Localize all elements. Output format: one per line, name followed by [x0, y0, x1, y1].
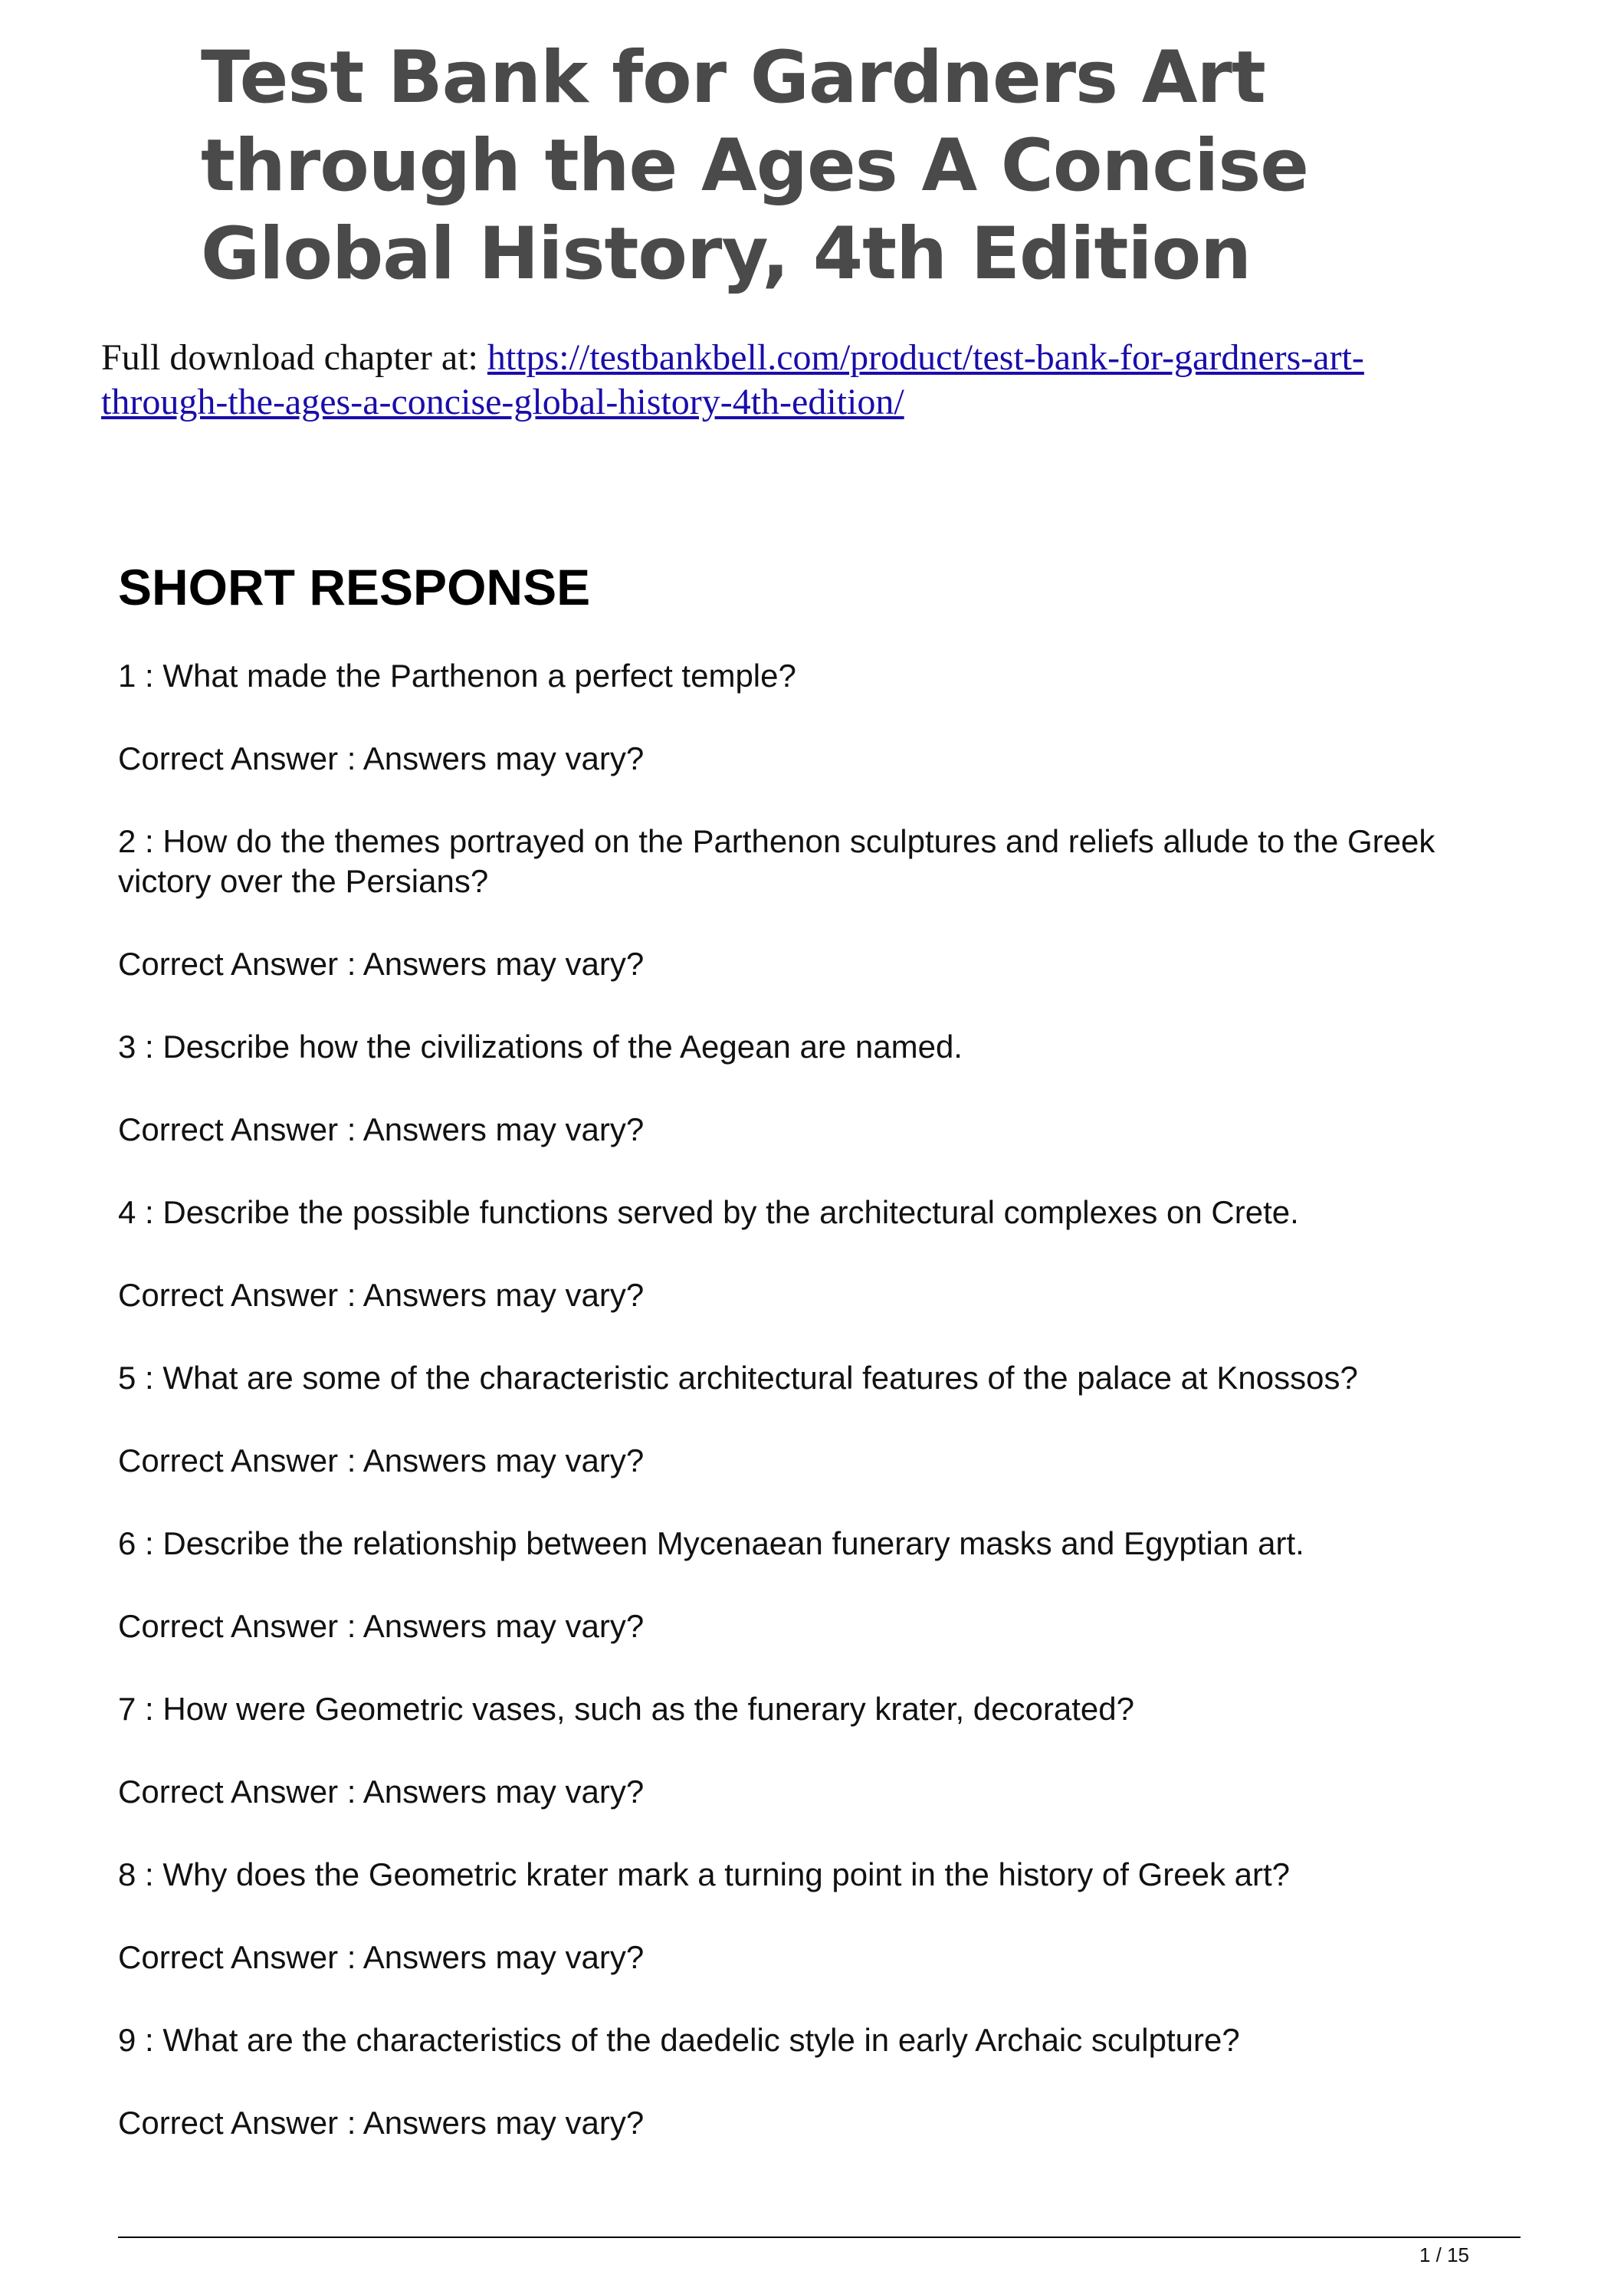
question-item [118, 1855, 1498, 1977]
download-link[interactable]: https://testbankbell.com/product/test-bank-for-gardners-art-through-the-ages-a-concise-global-history-4th-edition/ [101, 337, 1364, 422]
answer-text: Correct Answer : Answers may vary? [118, 1939, 645, 1975]
download-prefix: Full download chapter at: [101, 337, 487, 378]
question-item [118, 822, 1498, 984]
question-list [118, 656, 1498, 2186]
question-item [118, 2020, 1498, 2143]
answer-text: Correct Answer : Answers may vary? [118, 946, 645, 982]
answer-text: Correct Answer : Answers may vary? [118, 1111, 645, 1147]
section-heading: SHORT RESPONSE [118, 559, 591, 615]
question-item [118, 1689, 1498, 1812]
question-text: 1 : What made the Parthenon a perfect temple? [118, 658, 796, 694]
answer-text: Correct Answer : Answers may vary? [118, 2105, 645, 2141]
answer-text: Correct Answer : Answers may vary? [118, 1277, 645, 1313]
answer-text: Correct Answer : Answers may vary? [118, 1442, 645, 1478]
question-item [118, 1193, 1498, 1315]
question-text: 8 : Why does the Geometric krater mark a turning point in the history of Greek art? [118, 1856, 1291, 1892]
answer-text: Correct Answer : Answers may vary? [118, 1774, 645, 1810]
answer-text: Correct Answer : Answers may vary? [118, 1608, 645, 1644]
document-title: Test Bank for Gardners Art through the Ages A Concise Global History, 4th Edition [201, 36, 1309, 296]
question-text: 6 : Describe the relationship between Mycenaean funerary masks and Egyptian art. [118, 1525, 1304, 1561]
question-item [118, 656, 1498, 779]
question-text: 5 : What are some of the characteristic architectural features of the palace at Knossos? [118, 1360, 1358, 1396]
question-text: 2 : How do the themes portrayed on the Parthenon sculptures and reliefs allude to the Greek victory over the Persians? [118, 823, 1435, 899]
answer-text: Correct Answer : Answers may vary? [118, 740, 645, 776]
question-text: 3 : Describe how the civilizations of the Aegean are named. [118, 1029, 963, 1065]
footer-divider [118, 2237, 1521, 2238]
question-item [118, 1358, 1498, 1481]
page-number: 1 / 15 [1419, 2243, 1469, 2266]
question-text: 9 : What are the characteristics of the daedelic style in early Archaic sculpture? [118, 2022, 1240, 2058]
question-item [118, 1027, 1498, 1150]
question-item [118, 1524, 1498, 1646]
question-text: 4 : Describe the possible functions served by the architectural complexes on Crete. [118, 1194, 1299, 1230]
download-line [101, 336, 1465, 425]
question-text: 7 : How were Geometric vases, such as the funerary krater, decorated? [118, 1691, 1134, 1727]
